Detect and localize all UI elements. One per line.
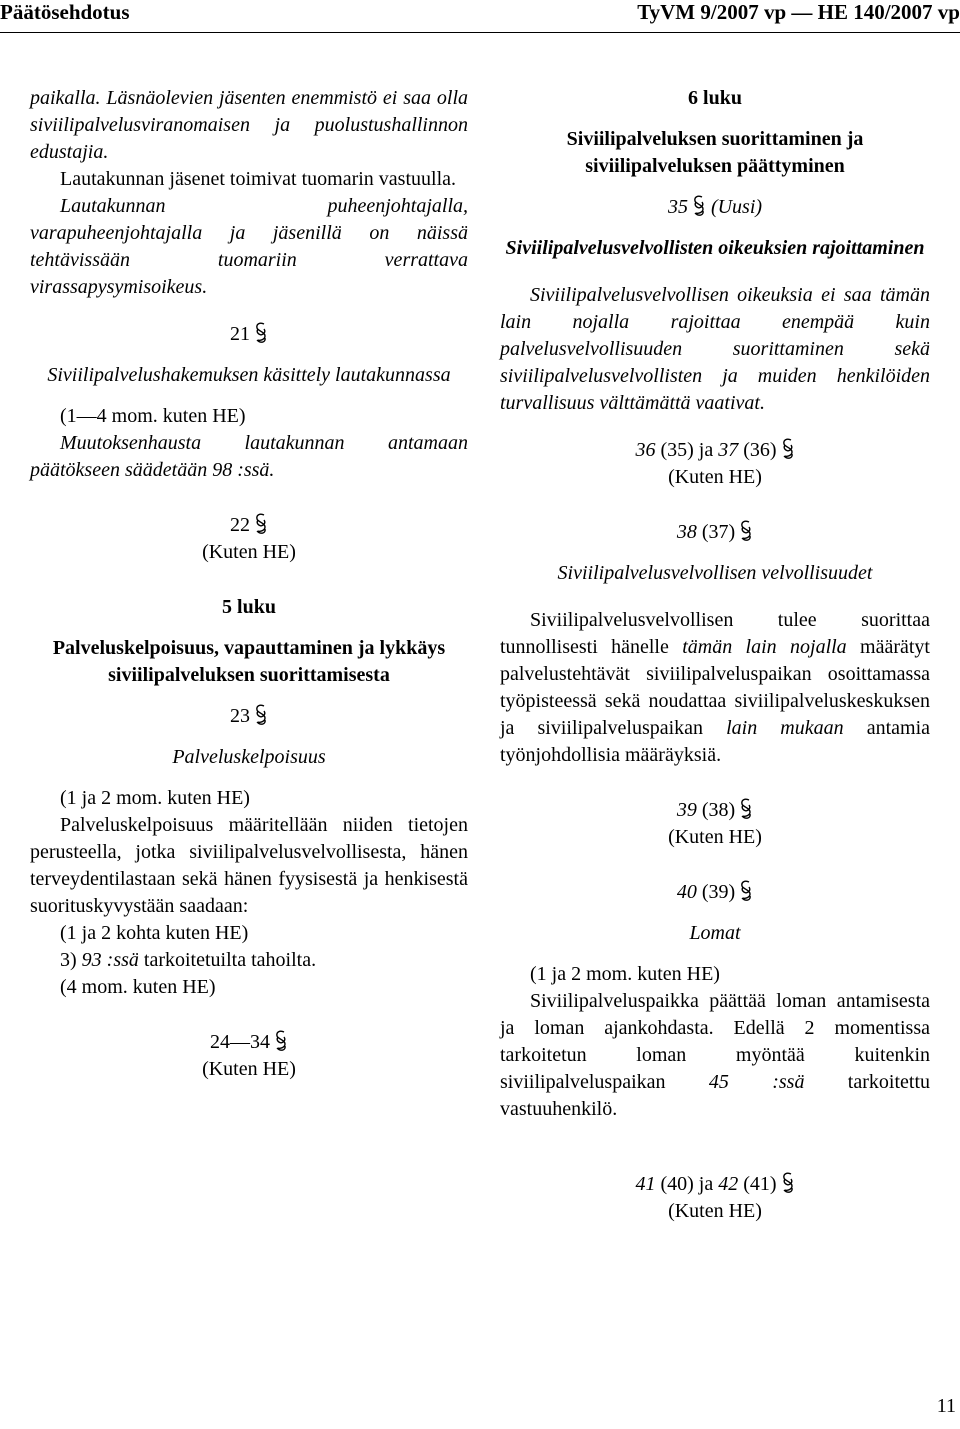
section-note: (Kuten HE)	[202, 541, 296, 563]
section-heading-39: 39 (38)	[500, 797, 930, 824]
section-heading-21: 21	[30, 321, 468, 348]
section-note: (4 mom. kuten HE)	[60, 976, 216, 998]
section-title: Lomat	[689, 922, 741, 944]
section-note: (Kuten HE)	[202, 1058, 296, 1080]
paragraph: Palveluskelpoisuus määritellään niiden tietojen perusteella, jotka siviilipalvelusvelvollisesta, hänen terveydentilastaan sekä hänen fyysisestä ja henkisestä suorituskyvystään saadaan:	[30, 814, 468, 917]
section-sign-icon	[274, 1029, 288, 1053]
section-note: (1 ja 2 mom. kuten HE)	[530, 963, 720, 985]
chapter-title: Palveluskelpoisuus, vapauttaminen ja lykkäys siviilipalveluksen suorittamisesta	[52, 637, 446, 686]
page-number: 11	[936, 1395, 956, 1417]
section-title: Siviilipalvelusvelvollisen velvollisuudet	[557, 562, 873, 584]
section-note: (1 ja 2 kohta kuten HE)	[60, 922, 249, 944]
section-note: (Kuten HE)	[668, 826, 762, 848]
section-sign-icon	[739, 797, 753, 821]
section-title: Siviilipalvelusvelvollisten oikeuksien rajoittaminen	[505, 237, 925, 259]
section-heading-24-34: 24—34	[30, 1029, 468, 1056]
paragraph: paikalla. Läsnäolevien jäsenten enemmistö ei saa olla siviilipalvelusviranomaisen ja puolustushallinnon edustajia.	[30, 87, 468, 163]
section-heading-40: 40 (39)	[500, 879, 930, 906]
section-heading-23: 23	[30, 703, 468, 730]
section-sign-icon	[781, 437, 795, 461]
section-sign-icon	[692, 194, 706, 218]
paragraph: Siviilipalvelusvelvollisen oikeuksia ei saa tämän lain nojalla rajoittaa enempää kuin palvelusvelvollisuuden suorittaminen sekä siviilipalvelusvelvollisten ja muiden henkilöiden turvallisuus välttämättä vaativat.	[500, 284, 930, 414]
chapter-title: Siviilipalveluksen suorittaminen ja siviilipalveluksen päättyminen	[566, 128, 864, 177]
section-heading-22: 22	[30, 512, 468, 539]
section-note: (1 ja 2 mom. kuten HE)	[60, 787, 250, 809]
paragraph: Siviilipalveluspaikka päättää loman antamisesta ja loman ajankohdasta. Edellä 2 momentissa tarkoitetun loman myöntää kuitenkin siviilipalveluspaikan 45 :ssä tarkoitettu vastuuhenkilö.	[500, 990, 930, 1120]
chapter-number: 5 luku	[222, 596, 276, 618]
section-sign-icon	[781, 1171, 795, 1195]
section-heading-36-37: 36 (35) ja 37 (36)	[500, 437, 930, 464]
section-heading-38: 38 (37)	[500, 519, 930, 546]
list-item: 3) 93 :ssä tarkoitetuilta tahoilta.	[60, 949, 317, 971]
section-note: (1—4 mom. kuten HE)	[60, 405, 246, 427]
section-heading-41-42: 41 (40) ja 42 (41)	[500, 1171, 930, 1198]
header-right-title: TyVM 9/2007 vp — HE 140/2007 vp	[637, 0, 960, 24]
paragraph: Lautakunnan puheenjohtajalla, varapuheenjohtajalla ja jäsenillä on näissä tehtävissään tuomariin verrattava virassapysymisoikeus.	[30, 195, 468, 298]
section-heading-35: 35 (Uusi)	[667, 196, 763, 218]
section-title: Palveluskelpoisuus	[172, 746, 326, 768]
section-sign-icon	[739, 879, 753, 903]
section-sign-icon	[254, 703, 268, 727]
section-sign-icon	[254, 512, 268, 536]
section-note: (Kuten HE)	[668, 1200, 762, 1222]
section-title: Siviilipalvelushakemuksen käsittely lautakunnassa	[47, 364, 451, 386]
section-sign-icon	[254, 321, 268, 345]
header-rule	[0, 32, 960, 33]
paragraph: Lautakunnan jäsenet toimivat tuomarin vastuulla.	[60, 168, 457, 190]
page-header	[0, 0, 960, 34]
section-sign-icon	[739, 519, 753, 543]
paragraph: Muutoksenhausta lautakunnan antamaan päätökseen säädetään 98 :ssä.	[30, 432, 468, 481]
right-column	[500, 85, 930, 1225]
chapter-number: 6 luku	[688, 87, 742, 109]
paragraph: Siviilipalvelusvelvollisen tulee suorittaa tunnollisesti hänelle tämän lain nojalla määrätyt palvelustehtävät siviilipalveluspaikan osoittamassa työpisteessä sekä noudattaa siviilipalveluskeskuksen ja siviilipalveluspaikan lain mukaan antamia työnjohdollisia määräyksiä.	[500, 609, 930, 766]
section-note: (Kuten HE)	[668, 466, 762, 488]
left-column	[30, 85, 468, 1083]
header-left-title: Päätösehdotus	[0, 0, 130, 24]
